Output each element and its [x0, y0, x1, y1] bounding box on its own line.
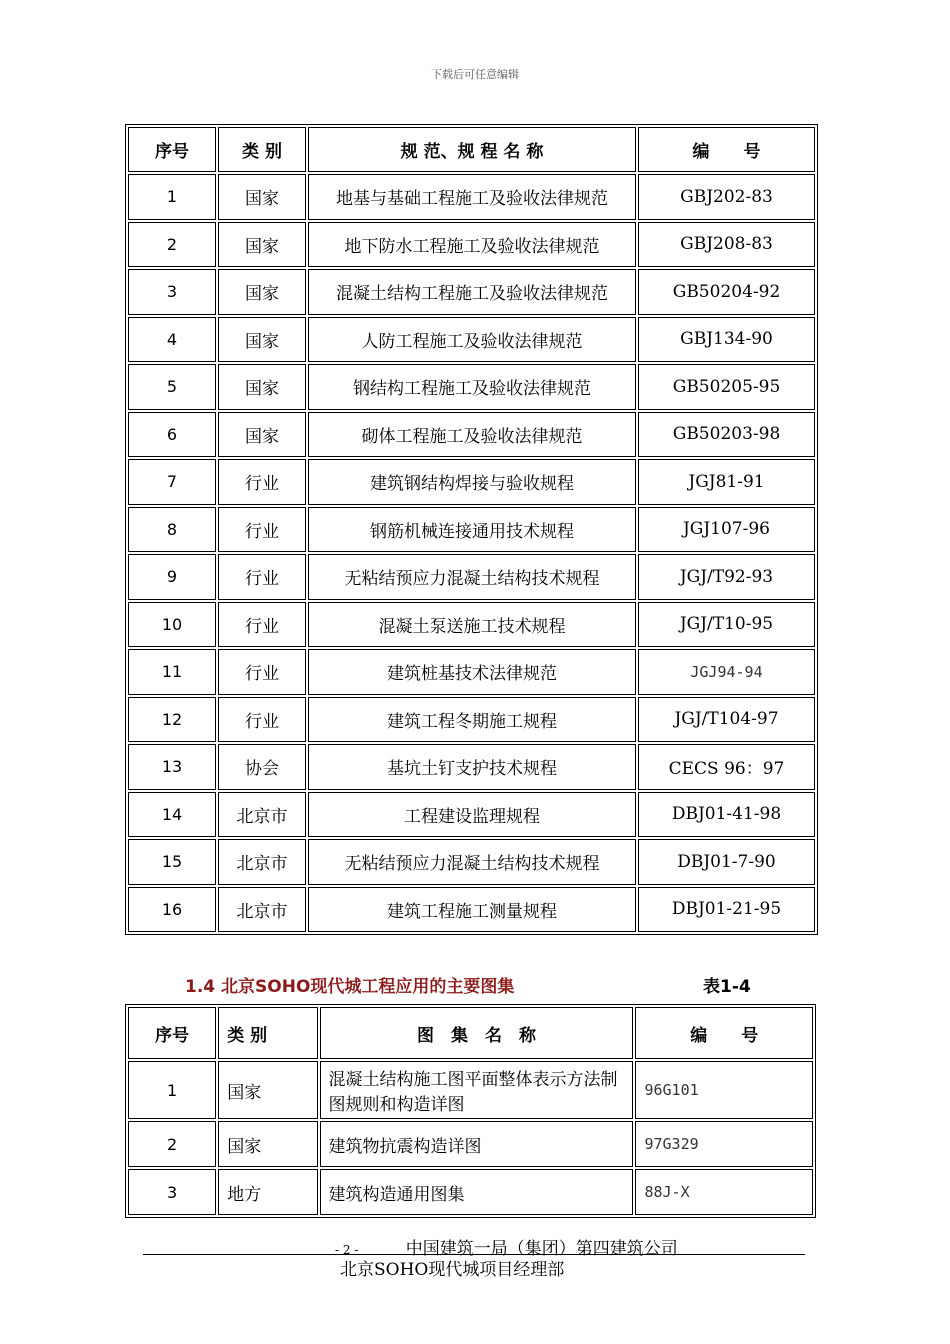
footer-department: 北京SOHO现代城项目经理部: [340, 1260, 565, 1280]
cell-category: 国家: [218, 364, 306, 410]
cell-code: GB50205-95: [638, 364, 815, 410]
cell-code: DBJ01-41-98: [638, 792, 815, 838]
table-row: [128, 269, 815, 315]
table-row: [128, 364, 815, 410]
table-row: [128, 174, 815, 220]
cell-code: GBJ208-83: [638, 222, 815, 268]
table-row: [128, 649, 815, 695]
cell-code: GB50203-98: [638, 412, 815, 458]
cell-category: 行业: [218, 554, 306, 600]
cell-category: 国家: [218, 317, 306, 363]
table-row: [128, 554, 815, 600]
table-header-row: [128, 127, 815, 172]
table-row: [128, 317, 815, 363]
cell-name: 钢筋机械连接通用技术规程: [308, 507, 636, 553]
table-header-row: [128, 1007, 813, 1059]
cell-code: JGJ/T10-95: [638, 602, 815, 648]
footer-company: 中国建筑一局（集团）第四建筑公司: [405, 1239, 678, 1259]
table-row: [128, 1121, 813, 1167]
cell-category: 北京市: [218, 792, 306, 838]
table-row: [128, 602, 815, 648]
cell-index: 3: [128, 269, 216, 315]
cell-category: 行业: [218, 507, 306, 553]
cell-category: 行业: [218, 649, 306, 695]
cell-index: 3: [128, 1169, 216, 1215]
cell-code: DBJ01-7-90: [638, 839, 815, 885]
cell-code: CECS 96：97: [638, 744, 815, 790]
cell-name: 混凝土结构工程施工及验收法律规范: [308, 269, 636, 315]
cell-category: 国家: [218, 412, 306, 458]
cell-index: 7: [128, 459, 216, 505]
cell-category: 北京市: [218, 887, 306, 933]
cell-code: JGJ107-96: [638, 507, 815, 553]
table-row: [128, 459, 815, 505]
cell-name: 建筑物抗震构造详图: [320, 1121, 634, 1167]
cell-code: DBJ01-21-95: [638, 887, 815, 933]
table-row: [128, 697, 815, 743]
cell-index: 14: [128, 792, 216, 838]
cell-index: 2: [128, 222, 216, 268]
cell-name: 地基与基础工程施工及验收法律规范: [308, 174, 636, 220]
cell-category: 地方: [218, 1169, 317, 1215]
cell-category: 国家: [218, 222, 306, 268]
cell-name: 混凝土结构施工图平面整体表示方法制图规则和构造详图: [320, 1061, 634, 1119]
table-row: [128, 1061, 813, 1119]
table-row: [128, 412, 815, 458]
cell-category: 行业: [218, 459, 306, 505]
cell-index: 13: [128, 744, 216, 790]
cell-code: GBJ202-83: [638, 174, 815, 220]
cell-index: 6: [128, 412, 216, 458]
cell-name: 建筑桩基技术法律规范: [308, 649, 636, 695]
cell-name: 钢结构工程施工及验收法律规范: [308, 364, 636, 410]
cell-index: 1: [128, 174, 216, 220]
table-row: [128, 792, 815, 838]
cell-name: 人防工程施工及验收法律规范: [308, 317, 636, 363]
table-row: [128, 507, 815, 553]
table-row: [128, 744, 815, 790]
cell-code: 97G329: [635, 1121, 813, 1167]
cell-category: 国家: [218, 1121, 317, 1167]
cell-index: 2: [128, 1121, 216, 1167]
cell-code: JGJ/T92-93: [638, 554, 815, 600]
cell-category: 协会: [218, 744, 306, 790]
table-row: [128, 222, 815, 268]
cell-category: 北京市: [218, 839, 306, 885]
header-name: 图 集 名 称: [320, 1007, 634, 1059]
cell-name: 建筑构造通用图集: [320, 1169, 634, 1215]
header-index: 序号: [128, 1007, 216, 1059]
cell-code: 88J-X: [635, 1169, 813, 1215]
cell-index: 5: [128, 364, 216, 410]
section-title: 1.4 北京SOHO现代城工程应用的主要图集: [185, 977, 515, 997]
page-number: - 2 -: [335, 1243, 359, 1257]
cell-code: JGJ/T104-97: [638, 697, 815, 743]
cell-code: 96G101: [635, 1061, 813, 1119]
cell-index: 16: [128, 887, 216, 933]
cell-name: 建筑工程施工测量规程: [308, 887, 636, 933]
cell-index: 4: [128, 317, 216, 363]
header-category: 类 别: [218, 1007, 317, 1059]
cell-name: 建筑钢结构焊接与验收规程: [308, 459, 636, 505]
header-code: 编 号: [638, 127, 815, 172]
standards-table: [125, 124, 818, 935]
cell-category: 行业: [218, 602, 306, 648]
table-row: [128, 839, 815, 885]
table-row: [128, 887, 815, 933]
cell-name: 建筑工程冬期施工规程: [308, 697, 636, 743]
cell-name: 混凝土泵送施工技术规程: [308, 602, 636, 648]
cell-name: 基坑土钉支护技术规程: [308, 744, 636, 790]
cell-name: 无粘结预应力混凝土结构技术规程: [308, 839, 636, 885]
cell-name: 地下防水工程施工及验收法律规范: [308, 222, 636, 268]
cell-category: 国家: [218, 1061, 317, 1119]
header-name: 规 范、规 程 名 称: [308, 127, 636, 172]
cell-category: 国家: [218, 269, 306, 315]
cell-name: 砌体工程施工及验收法律规范: [308, 412, 636, 458]
cell-name: 无粘结预应力混凝土结构技术规程: [308, 554, 636, 600]
watermark-text: 下载后可任意编辑: [431, 68, 519, 81]
header-index: 序号: [128, 127, 216, 172]
cell-index: 11: [128, 649, 216, 695]
table-row: [128, 1169, 813, 1215]
cell-category: 国家: [218, 174, 306, 220]
cell-index: 12: [128, 697, 216, 743]
cell-category: 行业: [218, 697, 306, 743]
atlas-table: [125, 1004, 816, 1218]
cell-code: GBJ134-90: [638, 317, 815, 363]
cell-index: 9: [128, 554, 216, 600]
cell-index: 8: [128, 507, 216, 553]
section-heading: [185, 972, 765, 996]
cell-code: JGJ81-91: [638, 459, 815, 505]
cell-index: 10: [128, 602, 216, 648]
cell-code: GB50204-92: [638, 269, 815, 315]
cell-name: 工程建设监理规程: [308, 792, 636, 838]
cell-code: JGJ94-94: [638, 649, 815, 695]
header-code: 编 号: [635, 1007, 813, 1059]
header-category: 类 别: [218, 127, 306, 172]
table-number: 表1-4: [703, 977, 751, 997]
cell-index: 1: [128, 1061, 216, 1119]
cell-index: 15: [128, 839, 216, 885]
